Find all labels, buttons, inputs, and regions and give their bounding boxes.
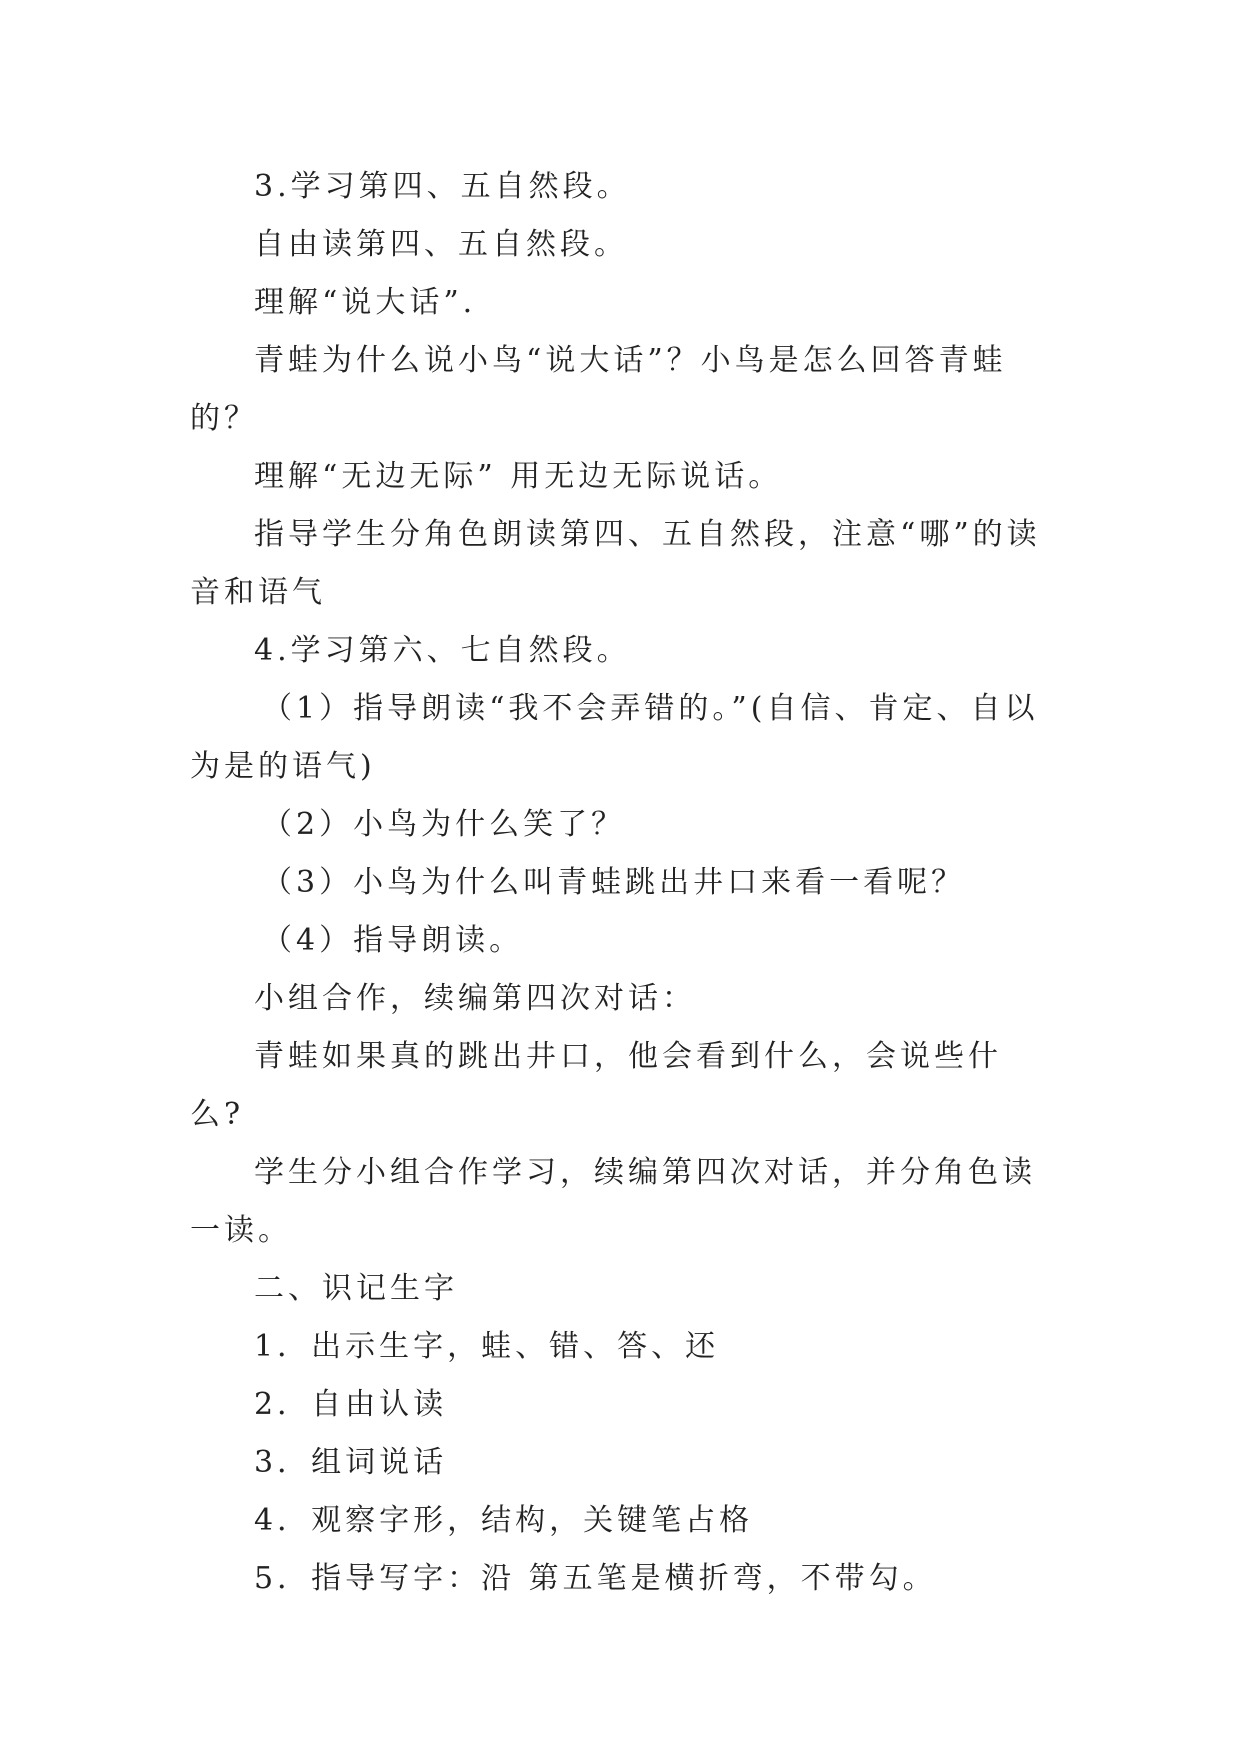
list-item: 3．组词说话 [254, 1445, 448, 1480]
paragraph: 自由读第四、五自然段。 [254, 227, 628, 262]
paragraph: 青蛙如果真的跳出井口，他会看到什么，会说些什么? [190, 1039, 1002, 1132]
section-heading: 二、识记生字 [254, 1271, 458, 1306]
paragraph: （1）指导朗读“我不会弄错的。”(自信、肯定、自以为是的语气) [190, 691, 1039, 784]
list-item: 2．自由认读 [254, 1387, 448, 1422]
paragraph: （3）小鸟为什么叫青蛙跳出井口来看一看呢？ [262, 865, 966, 900]
paragraph: 指导学生分角色朗读第四、五自然段，注意“哪”的读音和语气 [190, 517, 1041, 610]
list-item: 1．出示生字，蛙、错、答、还 [254, 1329, 720, 1364]
paragraph: （4）指导朗读。 [262, 923, 524, 958]
paragraph: 学生分小组合作学习，续编第四次对话，并分角色读一读。 [190, 1155, 1036, 1248]
paragraph: 小组合作，续编第四次对话： [254, 981, 696, 1016]
paragraph: 青蛙为什么说小鸟“说大话”？小鸟是怎么回答青蛙的？ [190, 343, 1007, 436]
paragraph: 3.学习第四、五自然段。 [254, 169, 631, 204]
list-item: 5．指导写字：沿 第五笔是横折弯，不带勾。 [254, 1561, 937, 1596]
document-body [190, 158, 1050, 1608]
paragraph: 理解“说大话”. [254, 285, 477, 320]
paragraph: 4.学习第六、七自然段。 [254, 633, 631, 668]
paragraph: 理解“无边无际” 用无边无际说话。 [254, 459, 783, 494]
list-item: 4．观察字形，结构，关键笔占格 [254, 1503, 754, 1538]
paragraph: （2）小鸟为什么笑了？ [262, 807, 626, 842]
